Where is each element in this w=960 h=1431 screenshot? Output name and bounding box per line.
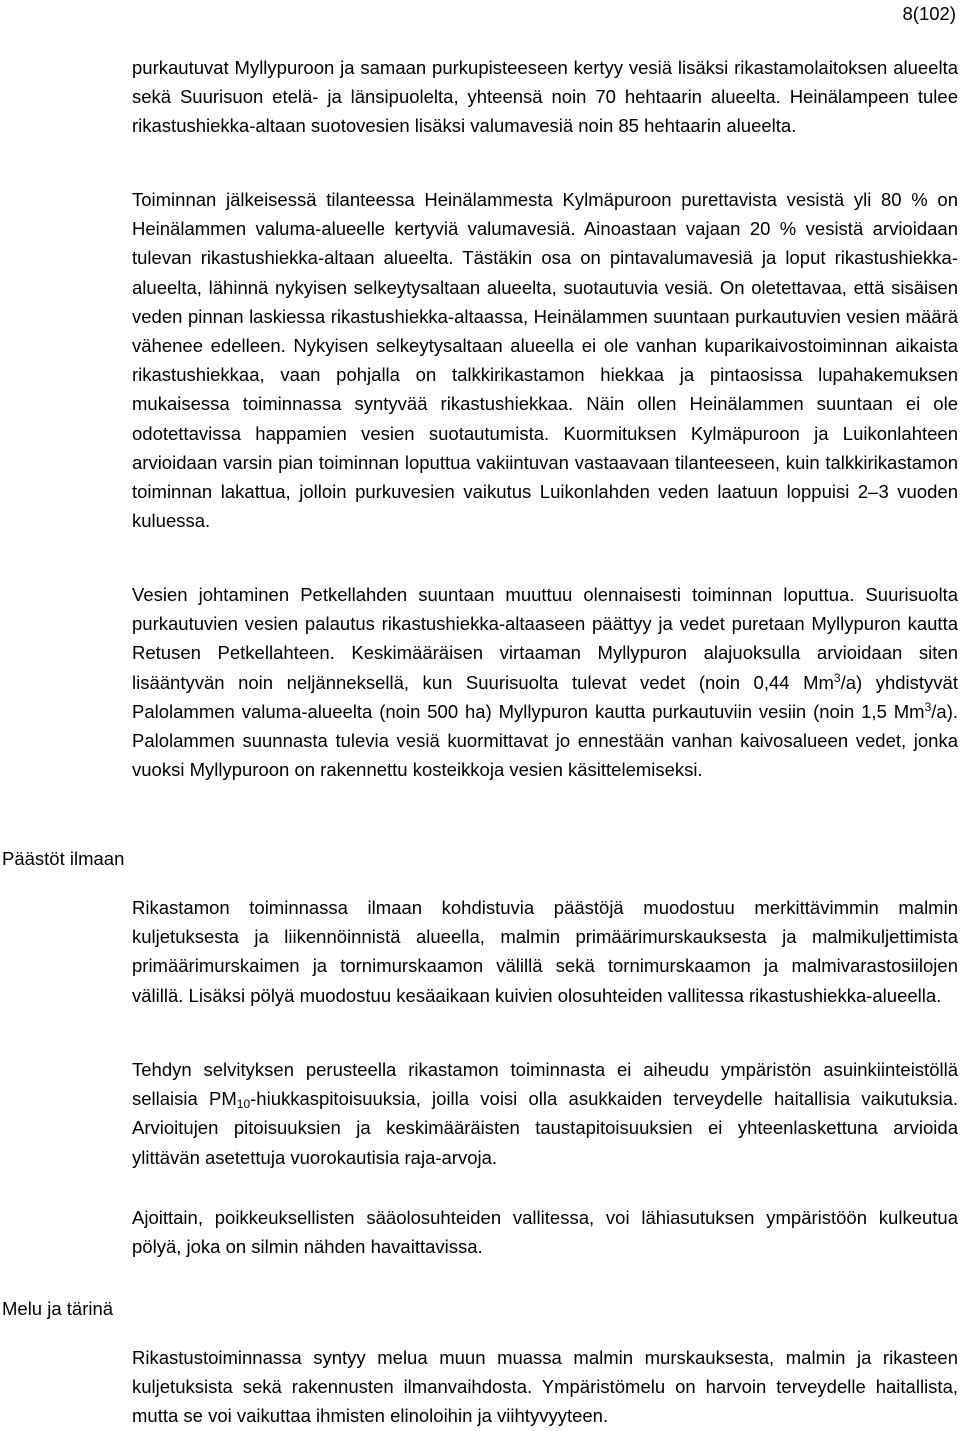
side-heading-emissions: Päästöt ilmaan (2, 848, 125, 869)
paragraph-3-text-c: /a). Palolammen suunnasta tulevia vesiä kuormittavat jo ennestään vanhan kaivosalueen vedet, jonka vuoksi Myllypuroon on rakennettu kosteikkoja vesien käsittelemiseksi. (132, 700, 958, 781)
page-number: 8(102) (902, 3, 956, 24)
paragraph-3-text-a: Vesien johtaminen Petkellahden suuntaan muuttuu olennaisesti toiminnan loputtua. Suurisuolta purkautuvien vesien palautus rikastushiekka-altaaseen päättyy ja vedet puretaan Myllypuron kautta Retusen Petkellahteen. Keskimääräisen virtaaman Myllypuron alajuoksulla arvioidaan siten lisääntyvän noin neljänneksellä, kun Suurisuolta tulevat vedet (noin 0,44 Mm (132, 584, 958, 693)
superscript-3: 3 (833, 670, 841, 685)
paragraph-5 (132, 1055, 958, 1172)
paragraph-5-text-b: -hiukkaspitoisuuksia, joilla voisi olla asukkaiden terveydelle haitallisia vaikutuksia. Arvioitujen pitoisuuksien ja keskimääräisten taustapitoisuuksien ei yhteenlaskettuna arvioida ylittävän asetettuja vuorokautisia raja-arvoja. (132, 1088, 958, 1168)
paragraph-3 (132, 580, 958, 784)
superscript-3: 3 (924, 699, 932, 714)
paragraph-5-text-a: Tehdyn selvityksen perusteella rikastamon toiminnasta ei aiheudu ympäristön asuinkiinteistöllä sellaisia PM (132, 1059, 958, 1110)
paragraph-1: purkautuvat Myllypuroon ja samaan purkupisteeseen kertyy vesiä lisäksi rikastamolaitoksen alueelta sekä Suurisuon etelä- ja länsipuolelta, yhteensä noin 70 hehtaarin alueelta. Heinälampeen tulee rikastushiekka-altaan suotovesien lisäksi valumavesiä noin 85 hehtaarin alueelta. (132, 57, 958, 137)
paragraph-4: Rikastamon toiminnassa ilmaan kohdistuvia päästöjä muodostuu merkittävimmin malmin kuljetuksesta ja liikennöinnistä alueella, malmin primäärimurskauksesta ja malmikuljettimista primäärimurskaimen ja tornimurskaamon välillä sekä tornimurskaamon ja malmivarastosiilojen välillä. Lisäksi pölyä muodostuu kesäaikaan kuivien olosuhteiden vallitessa rikastushiekka-alueella. (132, 897, 958, 1006)
paragraph-6: Ajoittain, poikkeuksellisten sääolosuhteiden vallitessa, voi lähiasutuksen ympäristöön kulkeutua pölyä, joka on silmin nähden havaittavissa. (132, 1207, 958, 1258)
paragraph-3-text-b: /a) yhdistyvät Palolammen valuma-alueelta (noin 500 ha) Myllypuron kautta purkautuviin vesiin (noin 1,5 Mm (132, 671, 958, 722)
subscript-10: 10 (236, 1097, 251, 1112)
side-heading-noise: Melu ja tärinä (2, 1298, 114, 1319)
paragraph-2: Toiminnan jälkeisessä tilanteessa Heinälammesta Kylmäpuroon purettavista vesistä yli 80 % on Heinälammen valuma-alueelle kertyviä valumavesiä. Ainoastaan vajaan 20 % vesistä arvioidaan tulevan rikastushiekka-altaan alueelta. Tästäkin osa on pintavalumavesiä ja loput rikastushiekka-alueelta, lähinnä nykyisen selkeytysaltaan alueelta, suotautuvia vesiä. On oletettavaa, että sisäisen veden pinnan laskiessa rikastushiekka-altaassa, Heinälammen suuntaan purkautuvien vesien määrä vähenee edelleen. Nykyisen selkeytysaltaan alueella ei ole vanhan kuparikaivostoiminnan aikaista rikastushiekkaa, vaan pohjalla on talkkirikastamon hiekkaa ja pintaosissa lupahakemuksen mukaisessa toiminnassa syntyvää rikastushiekkaa. Näin ollen Heinälammen suuntaan ei ole odotettavissa happamien vesien suotautumista. Kuormituksen Kylmäpuroon ja Luikonlahteen arvioidaan varsin pian toiminnan loputtua vakiintuvan vastaavaan tilanteeseen, kuin talkkirikastamon toiminnan lakattua, jolloin purkuvesien vaikutus Luikonlahden veden laatuun loppuisi 2–3 vuoden kuluessa. (132, 189, 958, 532)
paragraph-7: Rikastustoiminnassa syntyy melua muun muassa malmin murskauksesta, malmin ja rikasteen kuljetuksista sekä rakennusten ilmanvaihdosta. Ympäristömelu on harvoin terveydelle haitallista, mutta se voi vaikuttaa ihmisten elinoloihin ja viihtyvyyteen. (132, 1347, 958, 1427)
